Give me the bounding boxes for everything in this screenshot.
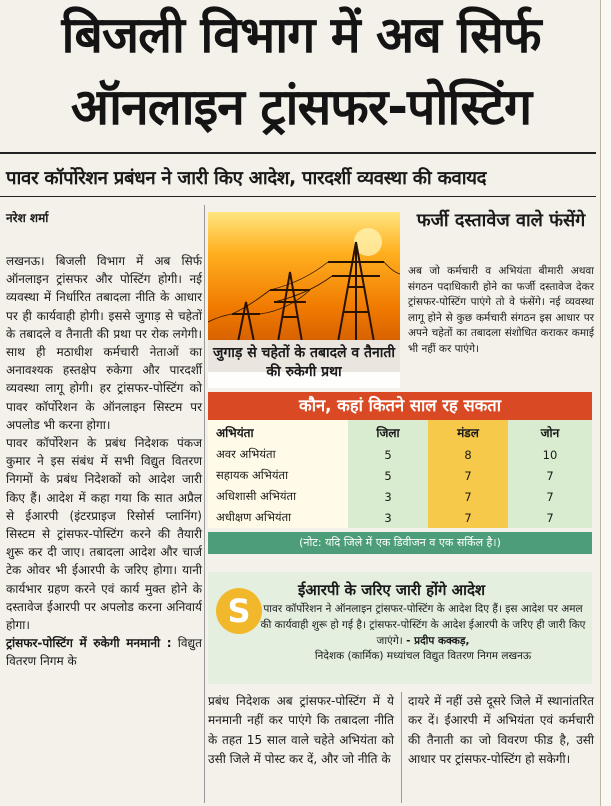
table-title: कौन, कहां कितने साल रह सकता xyxy=(208,392,592,420)
left-paragraph-1: लखनऊ। बिजली विभाग में अब सिर्फ ऑनलाइन ट्रांसफर और पोस्टिंग होगी। नई व्यवस्था में निर्धारित तबादला नीति के आधार पर ही कार्यवाही होगी। इससे जुगाड़ से चहेतों के तबादले व तैनाती की प्रथा पर रोक लगेगी। साथ ही मठाधीश कर्मचारी नेताओं का अनावश्यक हस्तक्षेप रुकेगा और पारदर्शी व्यवस्था लागू होगी। हर ट्रांसफर-पोस्टिंग को पावर कॉर्पोरेशन के ऑनलाइन सिस्टम पर अपलोड भी करना होगा। xyxy=(6,254,202,432)
left-paragraph-2: पावर कॉर्पोरेशन के प्रबंध निदेशक पंकज कुमार ने इस संबंध में सभी विद्युत वितरण निगमों के प्रबंध निदेशकों को आदेश जारी किए हैं। आदेश में कहा गया कि सात अप्रैल से ईआरपी (इंटरप्राइज रिसोर्स प्लानिंग) सिस्टम से ट्रांसफर-पोस्टिंग करने की तैयारी शुरू कर दी जाए। तबादला आदेश और चार्ज टेक ओवर भी ईआरपी के जरिए होगा। यानी कार्यभार ग्रहण करने एवं कार्य मुक्त होने के दस्तावेज ईआरपी पर अपलोड करना अनिवार्य होगा। xyxy=(6,436,202,633)
subheadline: पावर कॉर्पोरेशन प्रबंधन ने जारी किए आदेश, पारदर्शी व्यवस्था की कवायद xyxy=(6,168,487,189)
table-cell: 7 xyxy=(428,507,508,528)
table-cell: 3 xyxy=(348,507,428,528)
headline xyxy=(4,0,598,144)
table-cell: 7 xyxy=(508,465,592,486)
tenure-table xyxy=(208,392,592,567)
table-header: मंडल xyxy=(428,420,508,444)
column-divider xyxy=(204,205,205,803)
sidebar-title: फर्जी दस्तावेज वाले फंसेंगे xyxy=(416,210,586,231)
divider xyxy=(0,152,596,154)
byline: नरेश शर्मा xyxy=(6,211,49,225)
table-row xyxy=(208,486,592,507)
column-divider xyxy=(401,692,402,803)
right-column: दायरे में नहीं उसे दूसरे जिले में स्थानांतरित कर दें। ईआरपी में अभियंता एवं कर्मचारी की तैनाती का जो विवरण फीड है, उसी आधार पर ट्रांसफर-पोस्टिंग हो सकेगी। xyxy=(408,694,594,767)
sidebar-text: अब जो कर्मचारी व अभियंता बीमारी अथवा संगठन पदाधिकारी होने का फर्जी दस्तावेज देकर ट्रांसफर-पोस्टिंग पाएंगे तो वे फंसेंगे। नई व्यवस्था लागू होने से कुछ कर्मचारी संगठन इस आधार पर अपने चहेतों का तबादला संशोधित कराकर कमाई भी नहीं कर पाएंगे। xyxy=(408,265,594,355)
table-row xyxy=(208,444,592,465)
table-header-row xyxy=(208,420,592,444)
table-cell: 5 xyxy=(348,444,428,465)
erp-quote-box xyxy=(208,572,592,684)
table-cell: 10 xyxy=(508,444,592,465)
uppcl-logo-icon: S xyxy=(216,588,262,634)
headline-line-2: ऑनलाइन ट्रांसफर-पोस्टिंग xyxy=(70,78,532,136)
divider xyxy=(0,196,596,197)
table-cell: अधीक्षण अभियंता xyxy=(208,507,348,528)
table-cell: 3 xyxy=(348,486,428,507)
photo-caption: जुगाड़ से चहेतों के तबादले व तैनाती की रुकेगी प्रथा xyxy=(208,340,400,388)
table-cell: अवर अभियंता xyxy=(208,444,348,465)
table-row xyxy=(208,507,592,528)
table-cell: 7 xyxy=(508,507,592,528)
left-paragraph-3 xyxy=(6,634,202,670)
left-tail-text: विद्युत वितरण निगम के xyxy=(6,636,202,669)
middle-column: प्रबंध निदेशक अब ट्रांसफर-पोस्टिंग में ये मनमानी नहीं कर पाएंगे कि तबादला नीति के तहत 15 साल वाले चहेते अभियंता को उसी जिले में पोस्ट कर दें, और जो नीति के xyxy=(208,694,394,767)
erp-title: ईआरपी के जरिए जारी होंगे आदेश xyxy=(298,581,486,599)
table-cell: 7 xyxy=(428,465,508,486)
erp-text xyxy=(258,602,588,665)
adjacent-page-edge xyxy=(600,0,611,806)
table xyxy=(208,420,592,528)
table-cell: अधिशासी अभियंता xyxy=(208,486,348,507)
erp-quote-by: - प्रदीप कक्कड़, xyxy=(406,634,470,647)
table-note: (नोट: यदि जिले में एक डिवीजन व एक सर्किल है।) xyxy=(208,532,592,554)
table-cell: 5 xyxy=(348,465,428,486)
table-cell: 8 xyxy=(428,444,508,465)
headline-line-1: बिजली विभाग में अब सिर्फ xyxy=(61,6,541,64)
left-column xyxy=(6,252,202,671)
erp-body: पावर कॉर्पोरेशन ने ऑनलाइन ट्रांसफर-पोस्टिंग के आदेश दिए हैं। इस आदेश पर अमल की कार्यवाही शुरू हो गई है। ट्रांसफर-पोस्टिंग के आदेश ईआरपी के जरिए ही जारी किए जाएंगे। xyxy=(260,603,586,647)
table-header: जिला xyxy=(348,420,428,444)
table-cell: 7 xyxy=(428,486,508,507)
table-row xyxy=(208,465,592,486)
table-header: अभियंता xyxy=(208,420,348,444)
left-subheading: ट्रांसफर-पोस्टिंग में रुकेगी मनमानी : xyxy=(6,636,172,651)
table-cell: 7 xyxy=(508,486,592,507)
table-cell: सहायक अभियंता xyxy=(208,465,348,486)
erp-designation: निदेशक (कार्मिक) मध्यांचल विद्युत वितरण निगम लखनऊ xyxy=(314,650,532,663)
table-header: जोन xyxy=(508,420,592,444)
